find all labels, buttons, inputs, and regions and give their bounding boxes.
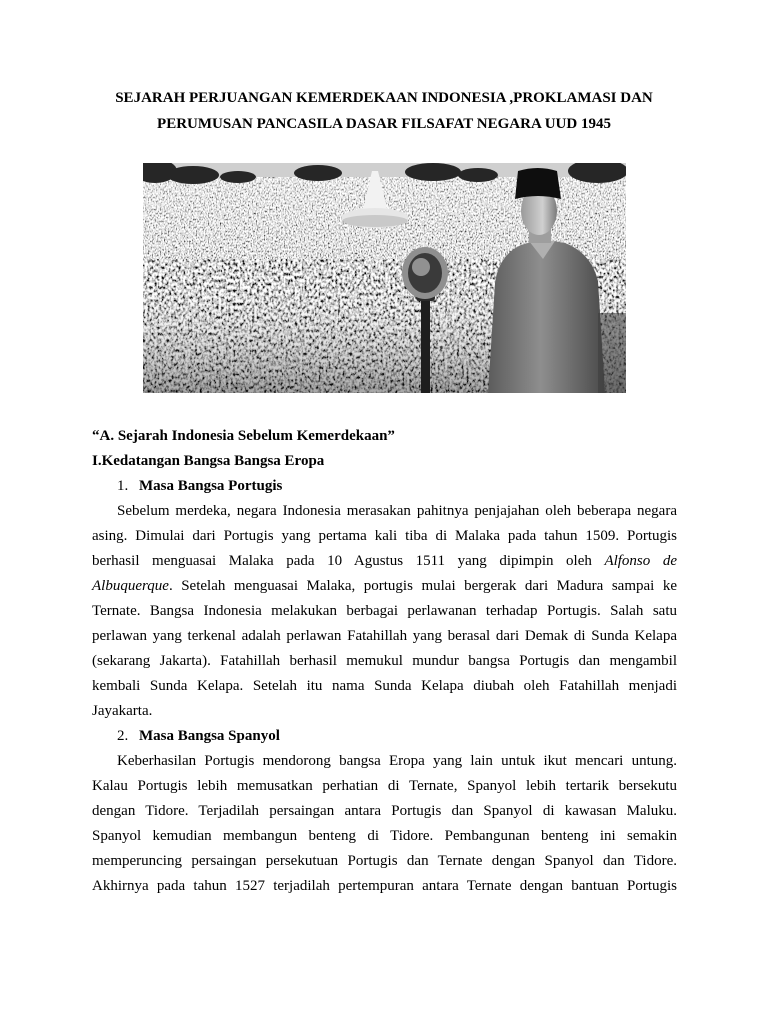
- paragraph-line: [92, 549, 677, 574]
- document-body: [92, 424, 677, 900]
- paragraph-line: kembali Sunda Kelapa. Setelah itu nama Sunda Kelapa diubah oleh Fatahillah menjadi: [92, 677, 677, 694]
- list-number: 1.: [117, 477, 129, 494]
- paragraph-line: Ternate. Bangsa Indonesia melakukan berbagai perlawanan terhadap Portugis. Salah satu: [92, 602, 677, 619]
- paragraph-line: (sekarang Jakarta). Fatahillah berhasil memukul mundur bangsa Portugis dan mengambil: [92, 652, 677, 669]
- paragraph-line: memperuncing persaingan persekutuan Portugis dan Ternate dengan Spanyol dan Tidore.: [92, 853, 677, 870]
- title-line-1: SEJARAH PERJUANGAN KEMERDEKAAN INDONESIA ,PROKLAMASI DAN: [115, 90, 653, 106]
- paragraph-line: Kalau Portugis lebih memusatkan perhatian di Ternate, Spanyol lebih tertarik bersekutu: [92, 778, 677, 795]
- paragraph-line: Spanyol kemudian membangun benteng di Tidore. Pembangunan benteng ini semakin: [92, 828, 677, 845]
- list-item-heading: [92, 474, 677, 499]
- paragraph-line: Akhirnya pada tahun 1527 terjadilah pertempuran antara Ternate dengan bantuan Portugis: [92, 878, 677, 895]
- line-italic-text: Alfonso de: [604, 552, 677, 569]
- list-item-heading: [92, 724, 677, 749]
- list-heading-label: Masa Bangsa Spanyol: [139, 728, 280, 745]
- line-italic-text: Albuquerque: [92, 577, 169, 594]
- paragraph-line: asing. Dimulai dari Portugis yang pertama kali tiba di Malaka pada tahun 1509. Portugis: [92, 527, 677, 544]
- paragraph-portugis: [92, 499, 677, 724]
- title-line-2: PERUMUSAN PANCASILA DASAR FILSAFAT NEGARA UUD 1945: [157, 116, 611, 132]
- paragraph-line: Jayakarta.: [92, 703, 153, 720]
- paragraph-spanyol: [92, 749, 677, 899]
- list-number: 2.: [117, 728, 129, 745]
- subsection-heading: I.Kedatangan Bangsa Bangsa Eropa: [92, 452, 325, 469]
- list-heading-label: Masa Bangsa Portugis: [139, 477, 283, 494]
- proclamation-photo: [143, 163, 626, 393]
- paragraph-line: perlawan yang terkenal adalah perlawan Fatahillah yang berasal dari Demak di Sunda Kelapa: [92, 627, 677, 644]
- line-text: . Setelah menguasai Malaka, portugis mulai bergerak dari Madura sampai ke: [168, 577, 677, 594]
- paragraph-line: dengan Tidore. Terjadilah persaingan antara Portugis dan Spanyol di kawasan Maluku.: [92, 803, 677, 820]
- line-text: berhasil menguasai Malaka pada 10 Agustus 1511 yang dipimpin oleh: [92, 552, 605, 569]
- document-title: [0, 85, 768, 137]
- paragraph-line: Sebelum merdeka, negara Indonesia merasakan pahitnya penjajahan oleh beberapa negara: [117, 502, 677, 519]
- paragraph-line: Keberhasilan Portugis mendorong bangsa Eropa yang lain untuk ikut mencari untung.: [117, 753, 677, 770]
- section-heading: “A. Sejarah Indonesia Sebelum Kemerdekaan”: [92, 427, 395, 444]
- paragraph-line: [92, 574, 677, 599]
